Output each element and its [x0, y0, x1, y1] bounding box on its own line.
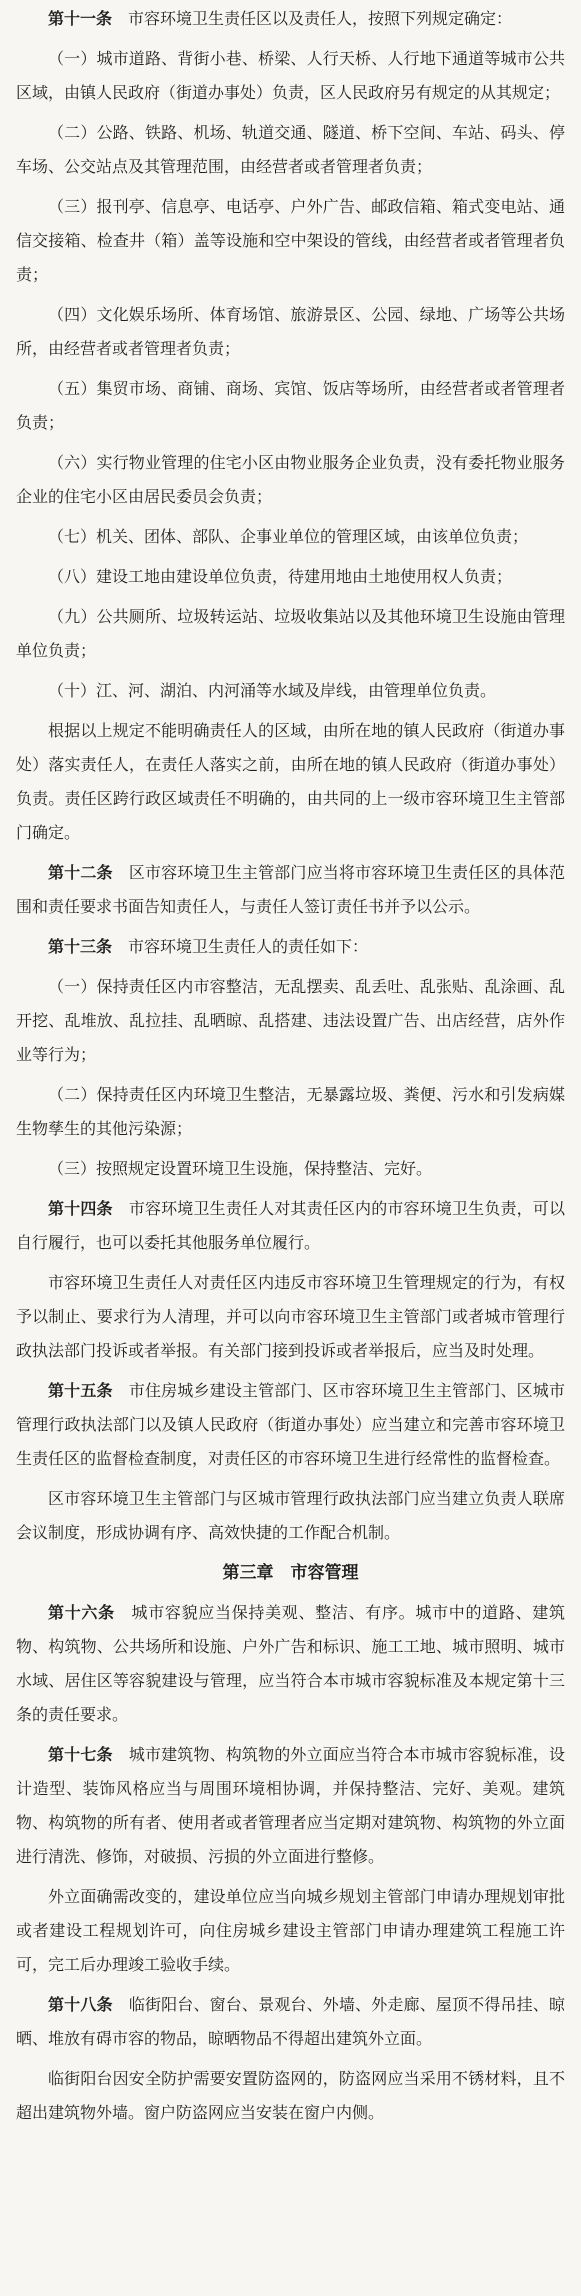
list-item: （十）江、河、湖泊、内河涌等水域及岸线，由管理单位负责。: [48, 681, 497, 700]
list-item: （三）报刊亭、信息亭、电话亭、户外广告、邮政信箱、箱式变电站、通信交接箱、检查井（箱）盖等设施和空中架设的管线，由经营者或者管理者负责；: [16, 197, 565, 284]
paragraph: 根据以上规定不能明确责任人的区域，由所在地的镇人民政府（街道办事处）落实责任人，在责任人落实之前，由所在地的镇人民政府（街道办事处）负责。责任区跨行政区域责任不明确的，由共同的上一级市容环境卫生主管部门确定。: [16, 721, 565, 842]
article-text: 市容环境卫生责任人对其责任区内的市容环境卫生负责，可以自行履行，也可以委托其他服务单位履行。: [16, 1199, 565, 1252]
article-label: 第十二条: [48, 863, 113, 882]
chapter-title: 第三章 市容管理: [222, 1563, 359, 1583]
article-17: [16, 1738, 565, 1874]
article-label: 第十六条: [48, 1603, 115, 1622]
list-item: （七）机关、团体、部队、企事业单位的管理区域，由该单位负责；: [48, 527, 529, 546]
paragraph: 市容环境卫生责任人对责任区内违反市容环境卫生管理规定的行为，有权予以制止、要求行为人清理，并可以向市容环境卫生主管部门或者城市管理行政执法部门投诉或者举报。有关部门接到投诉或者举报后，应当及时处理。: [16, 1273, 565, 1360]
article-label: 第十七条: [48, 1745, 113, 1764]
article-14: [16, 1192, 565, 1260]
article-label: 第十四条: [48, 1199, 113, 1218]
article-label: 第十八条: [48, 1995, 113, 2014]
article-18: [16, 1988, 565, 2056]
article-text: 城市建筑物、构筑物的外立面应当符合本市城市容貌标准，设计造型、装饰风格应当与周围环境相协调，并保持整洁、完好、美观。建筑物、构筑物的所有者、使用者或者管理者应当定期对建筑物、构筑物的外立面进行清洗、修饰，对破损、污损的外立面进行整修。: [16, 1745, 565, 1866]
article-text: 区市容环境卫生主管部门应当将市容环境卫生责任区的具体范围和责任要求书面告知责任人，与责任人签订责任书并予以公示。: [16, 863, 565, 916]
article-label: 第十五条: [48, 1381, 113, 1400]
article-13: [16, 930, 565, 964]
article-text: 市容环境卫生责任人的责任如下：: [128, 937, 369, 956]
list-item: （二）公路、铁路、机场、轨道交通、隧道、桥下空间、车站、码头、停车场、公交站点及其管理范围，由经营者或者管理者负责；: [16, 123, 565, 176]
article-12: [16, 856, 565, 924]
article-11: [16, 2, 565, 36]
article-text: 城市容貌应当保持美观、整洁、有序。城市中的道路、建筑物、构筑物、公共场所和设施、户外广告和标识、施工工地、城市照明、城市水域、居住区等容貌建设与管理，应当符合本市城市容貌标准及本规定第十三条的责任要求。: [16, 1603, 565, 1724]
list-item: （一）保持责任区内市容整洁，无乱摆卖、乱丢吐、乱张贴、乱涂画、乱开挖、乱堆放、乱拉挂、乱晒晾、乱搭建、违法设置广告、出店经营，店外作业等行为；: [16, 977, 565, 1064]
list-item: （八）建设工地由建设单位负责，待建用地由土地使用权人负责；: [48, 567, 513, 586]
list-item: （一）城市道路、背街小巷、桥梁、人行天桥、人行地下通道等城市公共区域，由镇人民政府（街道办事处）负责，区人民政府另有规定的从其规定；: [16, 49, 565, 102]
paragraph: 临街阳台因安全防护需要安置防盗网的，防盗网应当采用不锈材料，且不超出建筑物外墙。窗户防盗网应当安装在窗户内侧。: [16, 2069, 565, 2122]
list-item: （四）文化娱乐场所、体育场馆、旅游景区、公园、绿地、广场等公共场所，由经营者或者管理者负责；: [16, 305, 565, 358]
list-item: （六）实行物业管理的住宅小区由物业服务企业负责，没有委托物业服务企业的住宅小区由居民委员会负责；: [16, 453, 565, 506]
list-item: （三）按照规定设置环境卫生设施，保持整洁、完好。: [48, 1159, 433, 1178]
paragraph: 外立面确需改变的，建设单位应当向城乡规划主管部门申请办理规划审批或者建设工程规划许可，向住房城乡建设主管部门申请办理建筑工程施工许可，完工后办理竣工验收手续。: [16, 1887, 565, 1974]
list-item: （九）公共厕所、垃圾转运站、垃圾收集站以及其他环境卫生设施由管理单位负责；: [16, 607, 565, 660]
article-label: 第十三条: [48, 937, 113, 956]
article-text: 市容环境卫生责任区以及责任人，按照下列规定确定：: [128, 9, 513, 28]
article-label: 第十一条: [48, 9, 113, 28]
paragraph: 区市容环境卫生主管部门与区城市管理行政执法部门应当建立负责人联席会议制度，形成协调有序、高效快捷的工作配合机制。: [16, 1489, 565, 1542]
article-text: 临街阳台、窗台、景观台、外墙、外走廊、屋顶不得吊挂、晾晒、堆放有碍市容的物品，晾晒物品不得超出建筑外立面。: [16, 1995, 565, 2048]
article-15: [16, 1374, 565, 1476]
article-16: [16, 1596, 565, 1732]
article-text: 市住房城乡建设主管部门、区市容环境卫生主管部门、区城市管理行政执法部门以及镇人民政府（街道办事处）应当建立和完善市容环境卫生责任区的监督检查制度，对责任区的市容环境卫生进行经常性的监督检查。: [16, 1381, 565, 1468]
list-item: （二）保持责任区内环境卫生整洁，无暴露垃圾、粪便、污水和引发病媒生物孳生的其他污染源；: [16, 1085, 565, 1138]
list-item: （五）集贸市场、商铺、商场、宾馆、饭店等场所，由经营者或者管理者负责；: [16, 379, 565, 432]
